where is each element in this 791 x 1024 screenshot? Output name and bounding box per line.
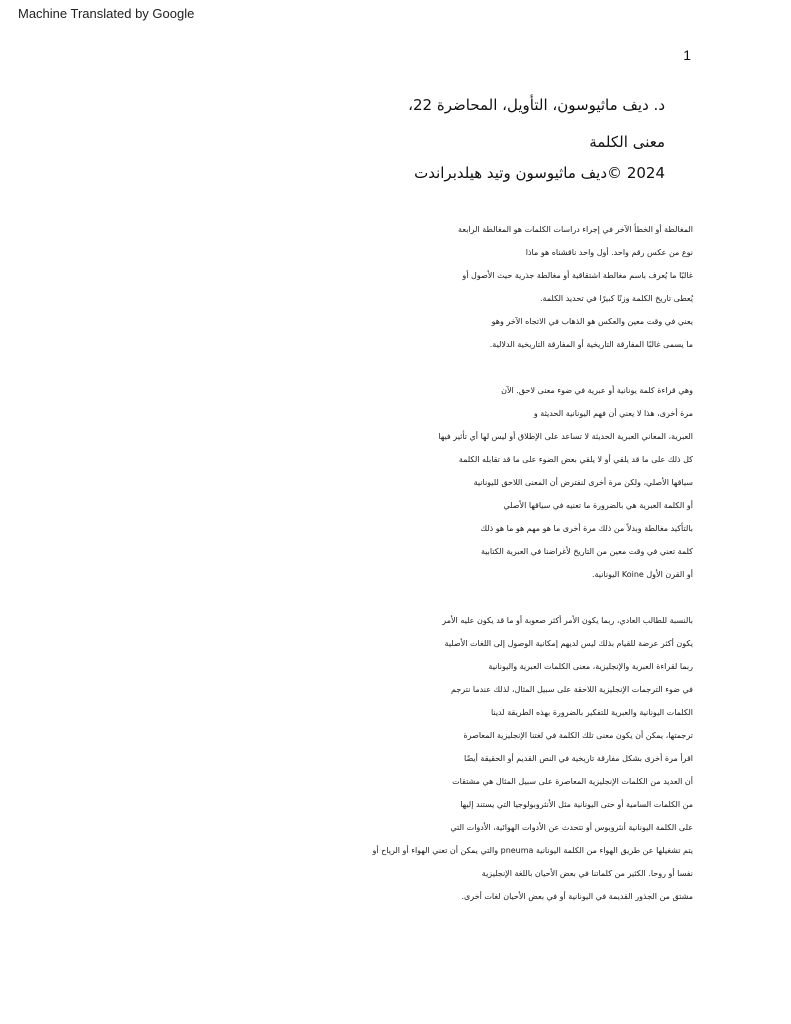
text-line: أو الكلمة العبرية هي بالضرورة ما تعنيه في سياقها الأصلي [503,501,693,510]
page-number: 1 [683,47,691,63]
text-line: نفسا أو روحا. الكثير من كلماتنا في بعض الأحيان باللغة الإنجليزية [481,869,693,878]
text-line: بالنسبة للطالب العادي، ربما يكون الأمر أكثر صعوبة أو ما قد يكون عليه الأمر [442,616,693,625]
text-line: العبرية، المعاني العبرية الحديثة لا تساعد على الإطلاق أو ليس لها أي تأثير فيها [438,432,693,441]
lecture-title: د. ديف ماثيوسون، التأويل، المحاضرة 22، [408,96,665,114]
text-line: في ضوء الترجمات الإنجليزية اللاحقة على سبيل المثال، لذلك عندما نترجم [451,685,693,694]
text-line: المغالطة أو الخطأ الآخر في إجراء دراسات الكلمات هو المغالطة الرابعة [458,225,693,234]
text-line: أن العديد من الكلمات الإنجليزية المعاصرة على سبيل المثال هي مشتقات [452,777,693,786]
text-line: مشتق من الجذور القديمة في اليونانية أو في بعض الأحيان لغات أخرى. [461,892,693,901]
text-line: مرة أخرى، هذا لا يعني أن فهم اليونانية الحديثة و [533,409,693,418]
text-line: أو القرن الأول Koine اليونانية. [591,570,693,579]
text-line: ترجمتها، يمكن أن يكون معنى تلك الكلمة في لغتنا الإنجليزية المعاصرة [463,731,693,740]
text-line: ربما لقراءة العبرية والإنجليزية، معنى الكلمات العبرية واليونانية [488,662,693,671]
text-line: غالبًا ما يُعرف باسم مغالطة اشتقاقية أو مغالطة جذرية حيث الأصول أو [462,271,693,280]
text-line: كل ذلك على ما قد يلقي أو لا يلقي بعض الضوء على ما قد تقابله الكلمة [458,455,693,464]
text-line: سياقها الأصلي، ولكن مرة أخرى لنفترض أن المعنى اللاحق لليونانية [473,478,693,487]
text-line: كلمة تعني في وقت معين من التاريخ لأغراضنا في العبرية الكتابية [480,547,693,556]
text-line: يُعطى تاريخ الكلمة وزنًا كبيرًا في تحديد الكلمة. [539,294,693,303]
text-line: على الكلمة اليونانية أنثروبوس أو تتحدث عن الأدوات الهوائية، الأدوات التي [450,823,693,832]
lecture-subtitle: معنى الكلمة [589,133,665,151]
text-line: الكلمات اليونانية والعبرية للتفكير بالضرورة بهذه الطريقة لدينا [490,708,693,717]
machine-translation-banner: Machine Translated by Google [18,6,195,21]
text-line: يكون أكثر عرضة للقيام بذلك ليس لديهم إمكانية الوصول إلى اللغات الأصلية [444,639,693,648]
copyright-line: 2024 ©ديف ماثيوسون وتيد هيلدبراندت [414,164,665,182]
text-line: نوع من عكس رقم واحد. أول واحد ناقشناه هو ماذا [525,248,693,257]
text-line: ما يسمى غالبًا المفارقة التاريخية أو المفارقة التاريخية الدلالية. [489,340,693,349]
text-line: اقرأ مرة أخرى بشكل مفارقة تاريخية في النص القديم أو الحقيقة أيضًا [464,754,693,763]
text-line: وهي قراءة كلمة يونانية أو عبرية في ضوء معنى لاحق. الآن [501,386,693,395]
text-line: من الكلمات السامية أو حتى اليونانية مثل الأنثروبولوجيا التي يستند إليها [460,800,693,809]
text-line: يتم تشغيلها عن طريق الهواء من الكلمة اليونانية pneuma والتي يمكن أن تعني الهواء أو الرياح أو [372,846,693,855]
text-line: يعني في وقت معين والعكس هو الذهاب في الاتجاه الآخر وهو [491,317,693,326]
text-line: بالتأكيد مغالطة وبدلاً من ذلك مرة أخرى ما هو مهم هو ما هو ذلك [480,524,693,533]
